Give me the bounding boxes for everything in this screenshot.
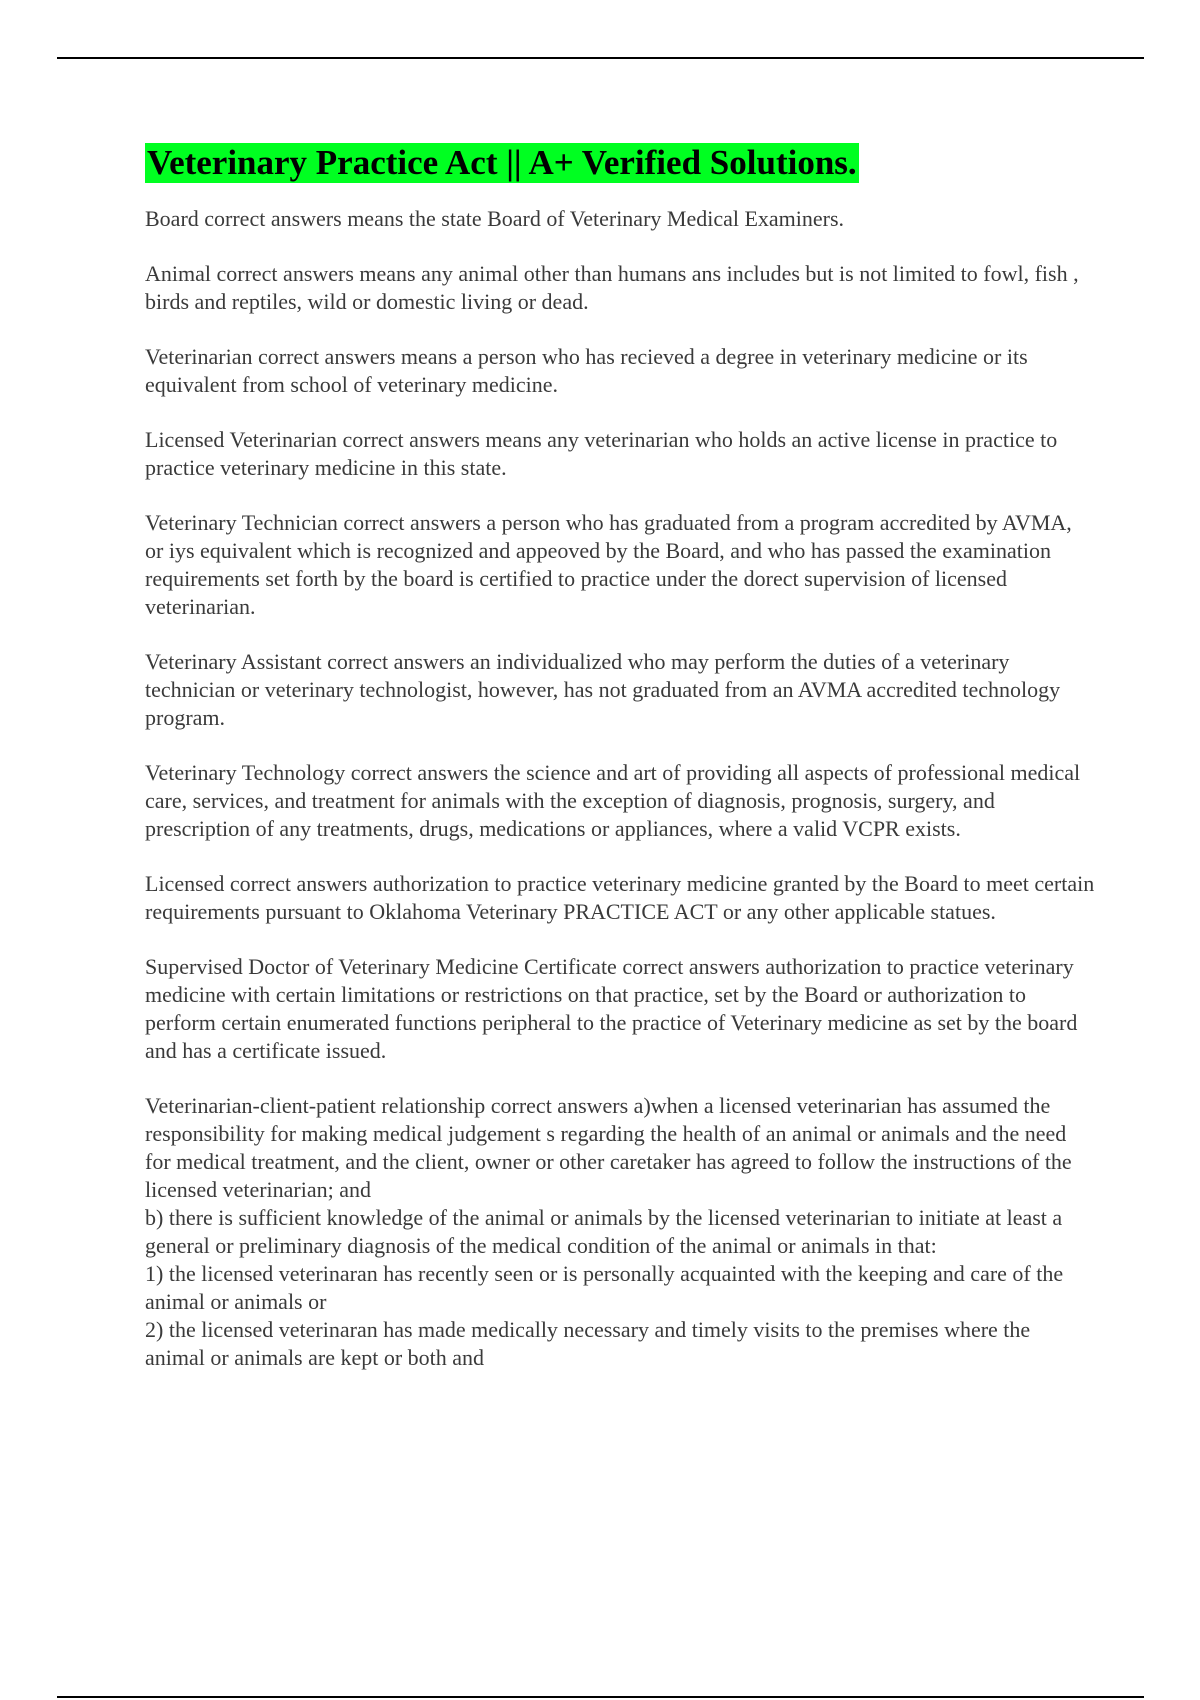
definition-entry: Veterinary Assistant correct answers an individualized who may perform the duties of a veterinary technician or veterinary technologist, however, has not graduated from an AVMA accredited technology program. — [145, 649, 1061, 730]
definition-entry: Veterinary Technology correct answers the science and art of providing all aspects of professional medical care, services, and treatment for animals with the exception of diagnosis, prognosis, surgery, and prescription of any treatments, drugs, medications or appliances, where a valid VCPR exists. — [145, 760, 1081, 841]
vcpr-line: b) there is sufficient knowledge of the animal or animals by the licensed veterinarian to initiate at least a general or preliminary diagnosis of the medical condition of the animal or animals in that: — [145, 1205, 1063, 1258]
vcpr-line: Veterinarian-client-patient relationship correct answers a)when a licensed veterinarian has assumed the responsibility for making medical judgement s regarding the health of an animal or animals and the need for medical treatment, and the client, owner or other caretaker has agreed to follow the instructions of the licensed veterinarian; and — [145, 1093, 1072, 1202]
document-body — [145, 143, 1095, 1399]
definition-entry: Board correct answers means the state Board of Veterinary Medical Examiners. — [145, 206, 845, 231]
footer-rule — [57, 1696, 1144, 1698]
definition-entry: Veterinarian correct answers means a person who has recieved a degree in veterinary medicine or its equivalent from school of veterinary medicine. — [145, 344, 1028, 397]
vcpr-line: 1) the licensed veterinaran has recently seen or is personally acquainted with the keeping and care of the animal or animals or — [145, 1261, 1064, 1314]
definition-entry: Veterinary Technician correct answers a person who has graduated from a program accredited by AVMA, or iys equivalent which is recognized and appeoved by the Board, and who has passed the examination requirements set forth by the board is certified to practice under the dorect supervision of licensed veterinarian. — [145, 510, 1072, 619]
definition-entry: Licensed Veterinarian correct answers means any veterinarian who holds an active license in practice to practice veterinary medicine in this state. — [145, 427, 1058, 480]
document-title: Veterinary Practice Act || A+ Verified Solutions. — [147, 143, 857, 182]
definition-entry: Animal correct answers means any animal other than humans ans includes but is not limited to fowl, fish , birds and reptiles, wild or domestic living or dead. — [145, 261, 1079, 314]
definition-entry: Supervised Doctor of Veterinary Medicine Certificate correct answers authorization to practice veterinary medicine with certain limitations or restrictions on that practice, set by the Board or authorization to perform certain enumerated functions peripheral to the practice of Veterinary medicine as set by the board and has a certificate issued. — [145, 954, 1078, 1063]
definitions-list — [145, 205, 1095, 1372]
definition-entry: Licensed correct answers authorization to practice veterinary medicine granted by the Board to meet certain requirements pursuant to Oklahoma Veterinary PRACTICE ACT or any other applicable statues. — [145, 871, 1095, 924]
header-rule — [57, 57, 1144, 59]
vcpr-definition-entry — [145, 1092, 1095, 1372]
vcpr-line: 2) the licensed veterinaran has made medically necessary and timely visits to the premises where the animal or animals are kept or both and — [145, 1317, 1031, 1370]
